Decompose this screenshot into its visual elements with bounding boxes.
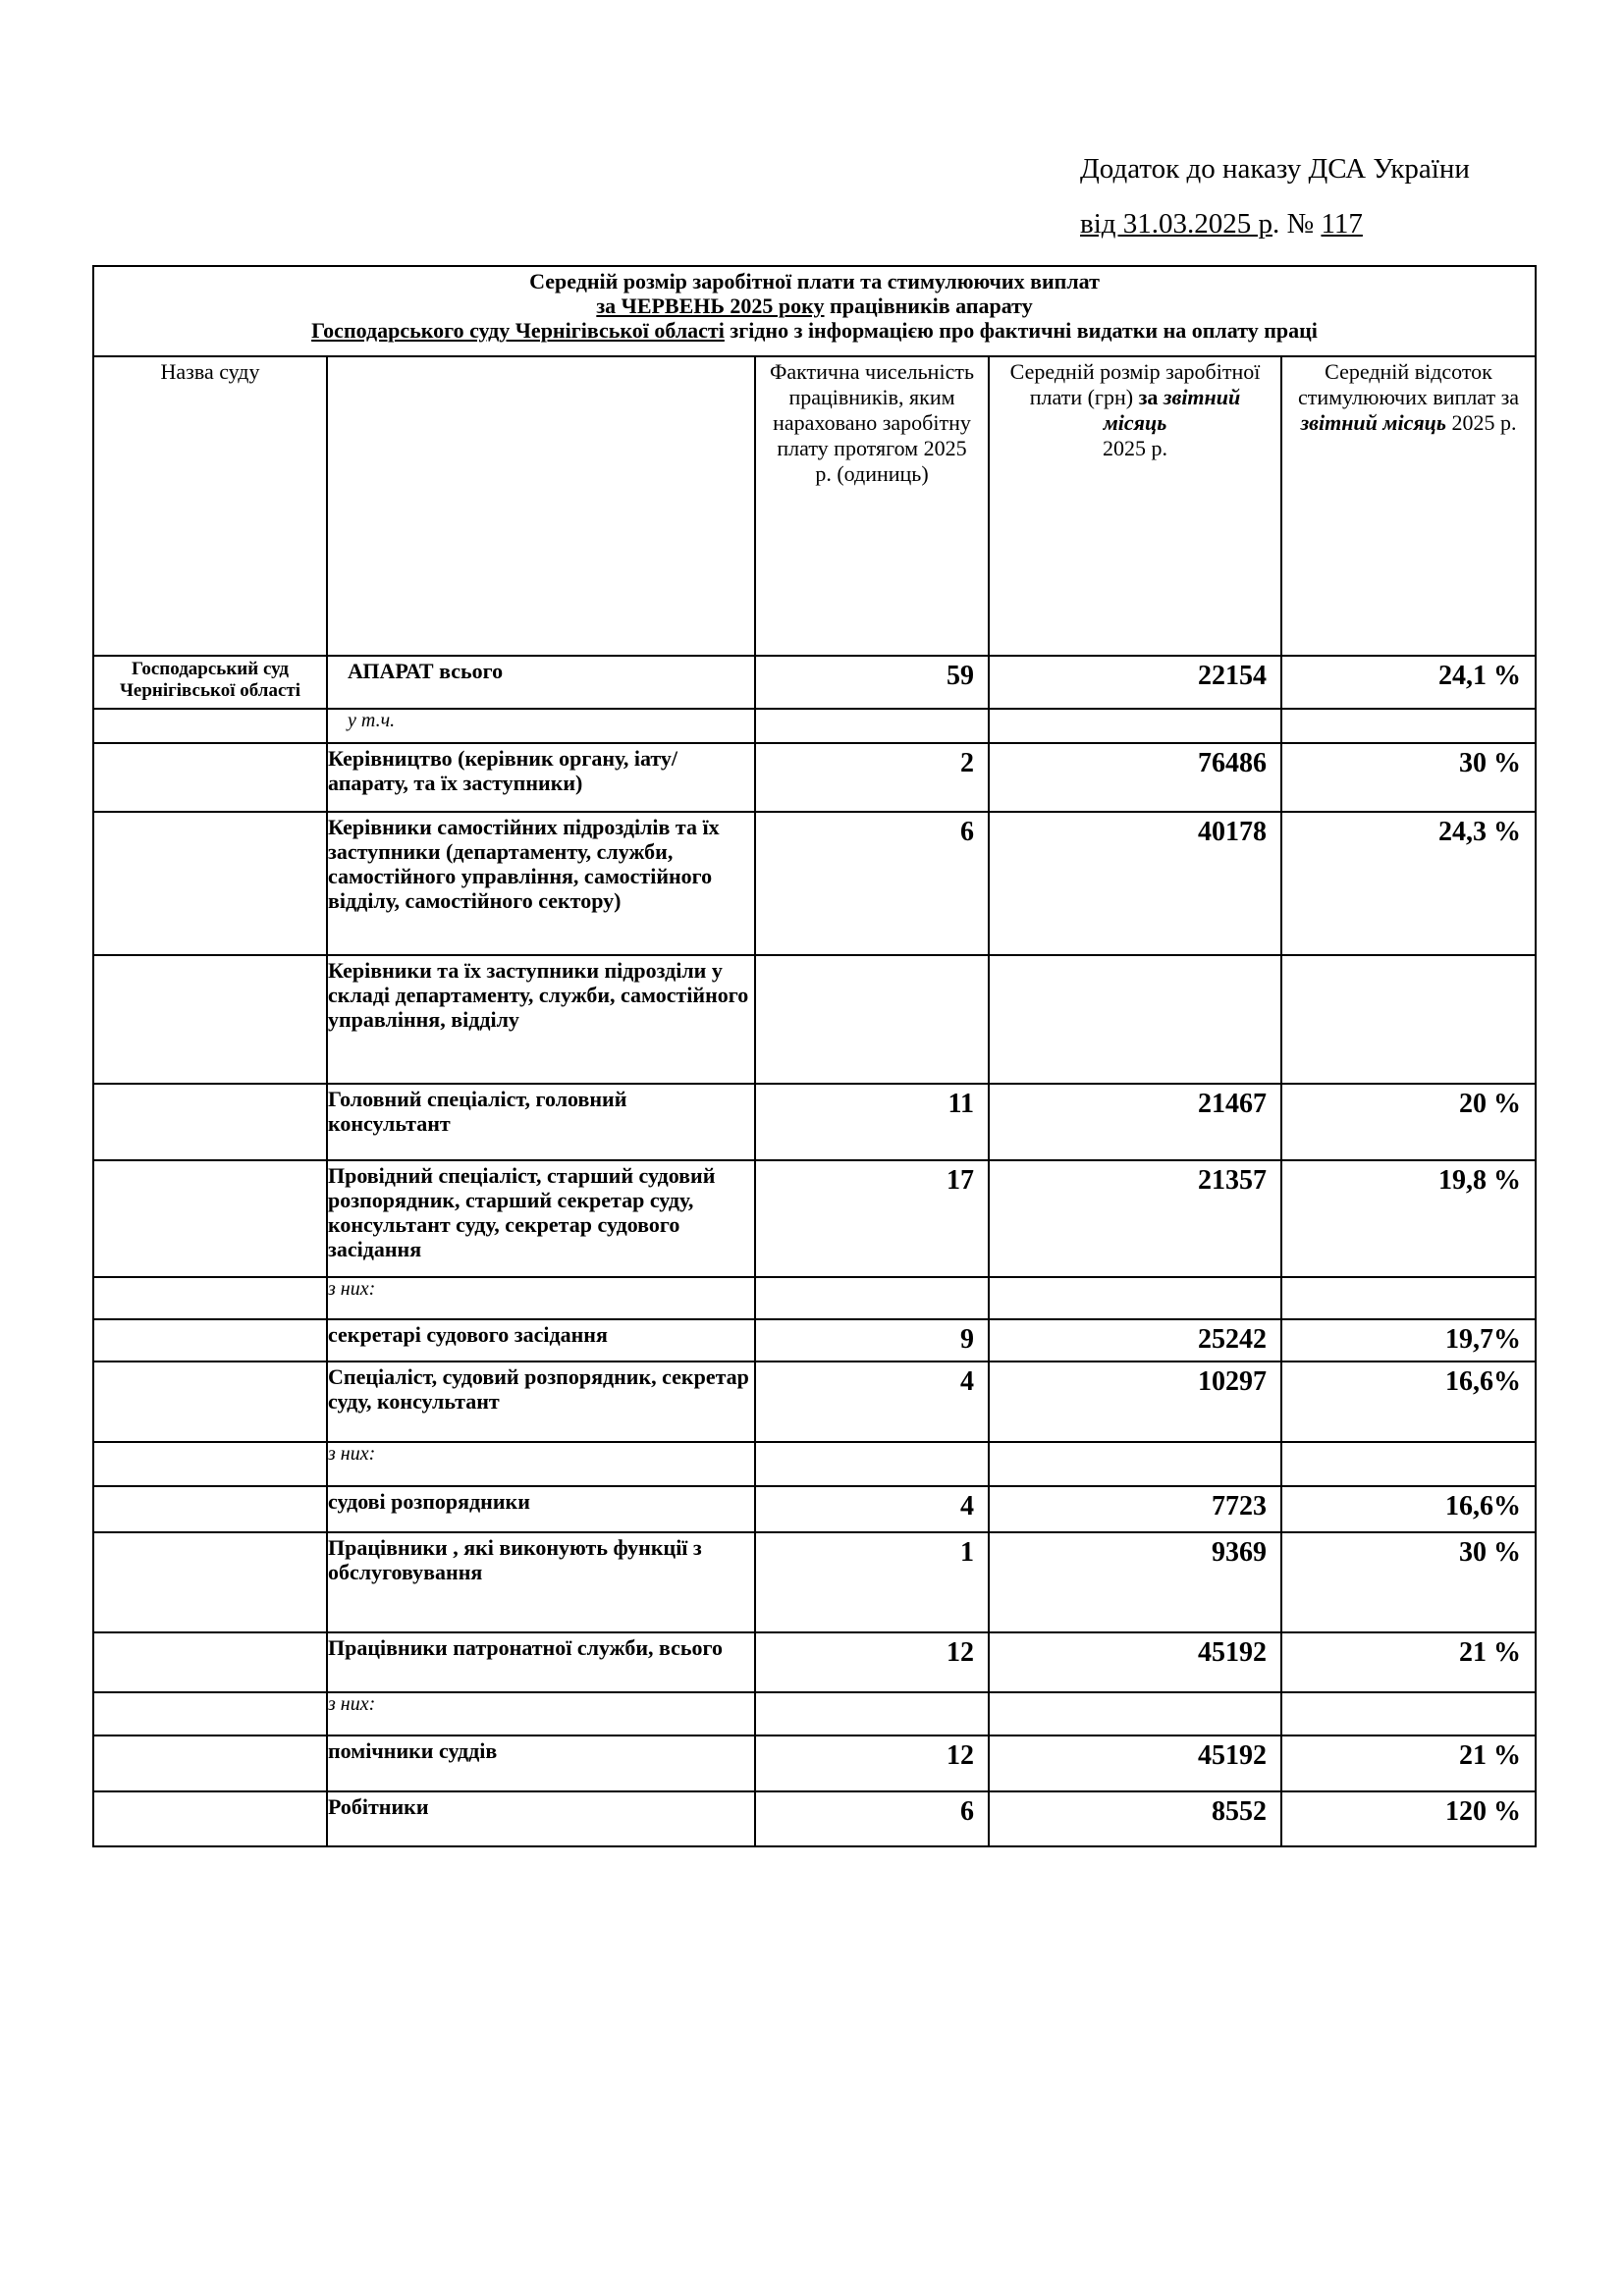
table-row [93, 1486, 1536, 1532]
court-name: Господарський суд Чернігівської області [93, 656, 327, 709]
title-line-2-rest: працівників апарату [824, 294, 1033, 318]
salary-cell: 9369 [989, 1532, 1281, 1632]
count-cell: 4 [755, 1486, 989, 1532]
category-label: помічники суддів [327, 1735, 755, 1791]
header-court-name: Назва суду [93, 356, 327, 656]
header-bonus: Середній відсоток стимулюючих виплат за звітний місяць 2025 р. [1281, 356, 1536, 656]
table-row [93, 1362, 1536, 1442]
salary-cell: 21357 [989, 1160, 1281, 1277]
category-label: Провідний спеціаліст, старший судовий розпорядник, старший секретар суду, консультант суду, секретар судового засідання [327, 1160, 755, 1277]
order-number: 117 [1321, 208, 1363, 240]
table-row [93, 656, 1536, 709]
subgroup-label: з них: [327, 1692, 755, 1735]
table-row [93, 1084, 1536, 1160]
title-court: Господарського суду Чернігівської області [311, 318, 725, 343]
header-salary: Середній розмір заробітної плати (грн) за звітний місяць 2025 р. [989, 356, 1281, 656]
title-line-3-rest: згідно з інформацією про фактичні видатки на оплату праці [724, 318, 1318, 343]
category-label: Керівники та їх заступники підрозділи у складі департаменту, служби, самостійного управління, відділу [327, 955, 755, 1084]
bonus-cell: 21 % [1281, 1632, 1536, 1692]
table-row [93, 955, 1536, 1084]
table-row [93, 1532, 1536, 1632]
salary-cell: 7723 [989, 1486, 1281, 1532]
category-label: судові розпорядники [327, 1486, 755, 1532]
title-line-2 [98, 294, 1531, 318]
count-cell: 12 [755, 1632, 989, 1692]
column-header-row [93, 356, 1536, 656]
category-label: Робітники [327, 1791, 755, 1846]
salary-cell: 8552 [989, 1791, 1281, 1846]
subgroup-label: з них: [327, 1442, 755, 1486]
salary-cell: 22154 [989, 656, 1281, 709]
salary-cell: 45192 [989, 1632, 1281, 1692]
table-row [93, 743, 1536, 812]
count-cell: 11 [755, 1084, 989, 1160]
bonus-cell: 30 % [1281, 1532, 1536, 1632]
table-row [93, 1160, 1536, 1277]
subgroup-label: з них: [327, 1277, 755, 1319]
bonus-cell: 21 % [1281, 1735, 1536, 1791]
category-label: Головний спеціаліст, головний консультант [327, 1084, 755, 1160]
salary-cell: 40178 [989, 812, 1281, 955]
subgroup-label: у т.ч. [327, 709, 755, 743]
title-line-3 [98, 318, 1531, 343]
category-label: Працівники патронатної служби, всього [327, 1632, 755, 1692]
category-label: секретарі судового засідання [327, 1319, 755, 1362]
salary-cell: 45192 [989, 1735, 1281, 1791]
addendum-date-line [1080, 210, 1363, 239]
salary-cell: 76486 [989, 743, 1281, 812]
count-cell: 17 [755, 1160, 989, 1277]
bonus-cell: 19,7% [1281, 1319, 1536, 1362]
bonus-cell: 20 % [1281, 1084, 1536, 1160]
table-row [93, 1277, 1536, 1319]
count-cell: 2 [755, 743, 989, 812]
count-cell: 9 [755, 1319, 989, 1362]
title-line-1: Середній розмір заробітної плати та стимулюючих виплат [529, 269, 1100, 294]
table-row [93, 1319, 1536, 1362]
salary-cell: 25242 [989, 1319, 1281, 1362]
count-cell: 59 [755, 656, 989, 709]
bonus-cell: 24,3 % [1281, 812, 1536, 955]
count-cell: 6 [755, 812, 989, 955]
count-cell: 1 [755, 1532, 989, 1632]
category-label: Спеціаліст, судовий розпорядник, секретар суду, консультант [327, 1362, 755, 1442]
bonus-cell: 16,6% [1281, 1486, 1536, 1532]
category-label: АПАРАТ всього [327, 656, 755, 709]
table-row [93, 812, 1536, 955]
count-cell: 6 [755, 1791, 989, 1846]
table-row [93, 1442, 1536, 1486]
header-count: Фактична чисельність працівників, яким нараховано заробітну плату протягом 2025 р. (одиниць) [755, 356, 989, 656]
order-date: від 31.03.2025 р [1080, 208, 1273, 240]
bonus-cell: 19,8 % [1281, 1160, 1536, 1277]
bonus-cell: 24,1 % [1281, 656, 1536, 709]
table-row [93, 709, 1536, 743]
salary-table [92, 265, 1537, 1847]
table-row [93, 1632, 1536, 1692]
bonus-cell: 16,6% [1281, 1362, 1536, 1442]
bonus-cell: 120 % [1281, 1791, 1536, 1846]
salary-cell: 21467 [989, 1084, 1281, 1160]
table-row [93, 1791, 1536, 1846]
table-row [93, 1735, 1536, 1791]
category-label: Керівники самостійних підрозділів та їх заступники (департаменту, служби, самостійного управління, самостійного відділу, самостійного сектору) [327, 812, 755, 955]
title-period: за ЧЕРВЕНЬ 2025 року [596, 294, 825, 318]
table-title [93, 266, 1536, 356]
count-cell: 12 [755, 1735, 989, 1791]
order-date-dot: . [1272, 208, 1280, 240]
addendum-title: Додаток до наказу ДСА України [1080, 153, 1470, 185]
number-sign: № [1279, 208, 1322, 240]
table-row [93, 1692, 1536, 1735]
bonus-cell: 30 % [1281, 743, 1536, 812]
salary-cell: 10297 [989, 1362, 1281, 1442]
header-category [327, 356, 755, 656]
category-label: Працівники , які виконують функції з обслуговування [327, 1532, 755, 1632]
count-cell: 4 [755, 1362, 989, 1442]
category-label: Керівництво (керівник органу, іату/апарату, та їх заступники) [327, 743, 755, 812]
